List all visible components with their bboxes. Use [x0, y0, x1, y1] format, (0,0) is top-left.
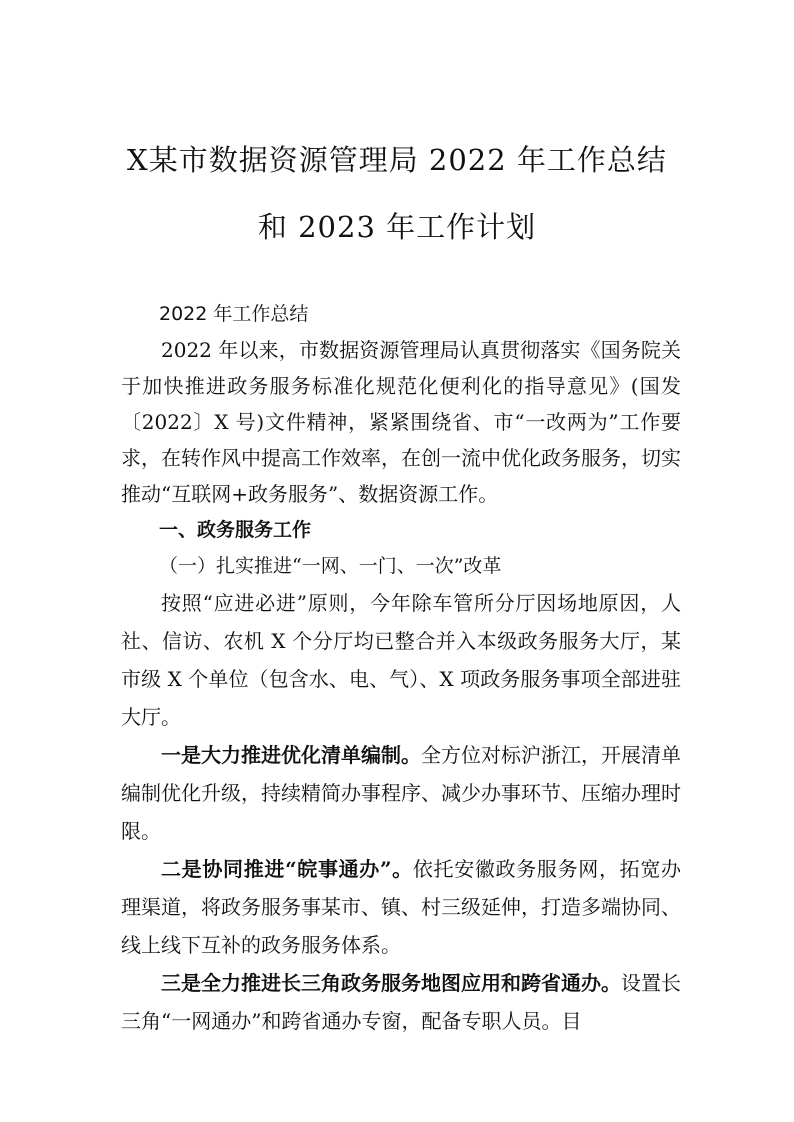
document-title-line-1: X某市数据资源管理局 2022 年工作总结 — [127, 143, 667, 177]
section-label: 2022 年工作总结 — [159, 303, 309, 325]
point-2-text: 依托安徽政务服务网，拓宽办理渠道，将政务服务事某市、镇、村三级延伸，打造多端协同、线上线下互补的政务服务体系。 — [121, 857, 681, 957]
paragraph-service-hall: 按照“应进必进”原则，今年除车管所分厅因场地原因，人社、信访、农机 X 个分厅均已整合并入本级政务服务大厅，某市级 X 个单位（包含水、电、气）、X 项政务服务事项全部进驻大厅。 — [121, 591, 681, 729]
document-body — [121, 296, 681, 1040]
heading-government-services: 一、政务服务工作 — [159, 519, 312, 541]
point-1-lead: 一是大力推进优化清单编制。 — [161, 743, 421, 767]
document-title-line-2: 和 2023 年工作计划 — [257, 210, 537, 244]
paragraph-point-3 — [121, 964, 681, 1040]
subheading-reform: （一）扎实推进“一网、一门、一次”改革 — [159, 555, 502, 577]
point-3-lead: 三是全力推进长三角政务服务地图应用和跨省通办。 — [161, 971, 621, 995]
point-1-text: 全方位对标沪浙江，开展清单编制优化升级，持续精简办事程序、减少办事环节、压缩办理时限。 — [121, 743, 681, 843]
paragraph-point-1 — [121, 736, 681, 850]
intro-paragraph: 2022 年以来，市数据资源管理局认真贯彻落实《国务院关于加快推进政务服务标准化规范化便利化的指导意见》(国发〔2022〕X 号)文件精神，紧紧围绕省、市“一改两为”工作要求，在转作风中提高工作效率，在创一流中优化政务服务，切实推动“互联网+政务服务”、数据资源工作。 — [121, 338, 681, 506]
point-2-lead: 二是协同推进“皖事通办”。 — [161, 857, 413, 881]
paragraph-point-2 — [121, 850, 681, 964]
point-3-text: 设置长三角“一网通办”和跨省通办专窗，配备专职人员。目 — [121, 971, 681, 1033]
